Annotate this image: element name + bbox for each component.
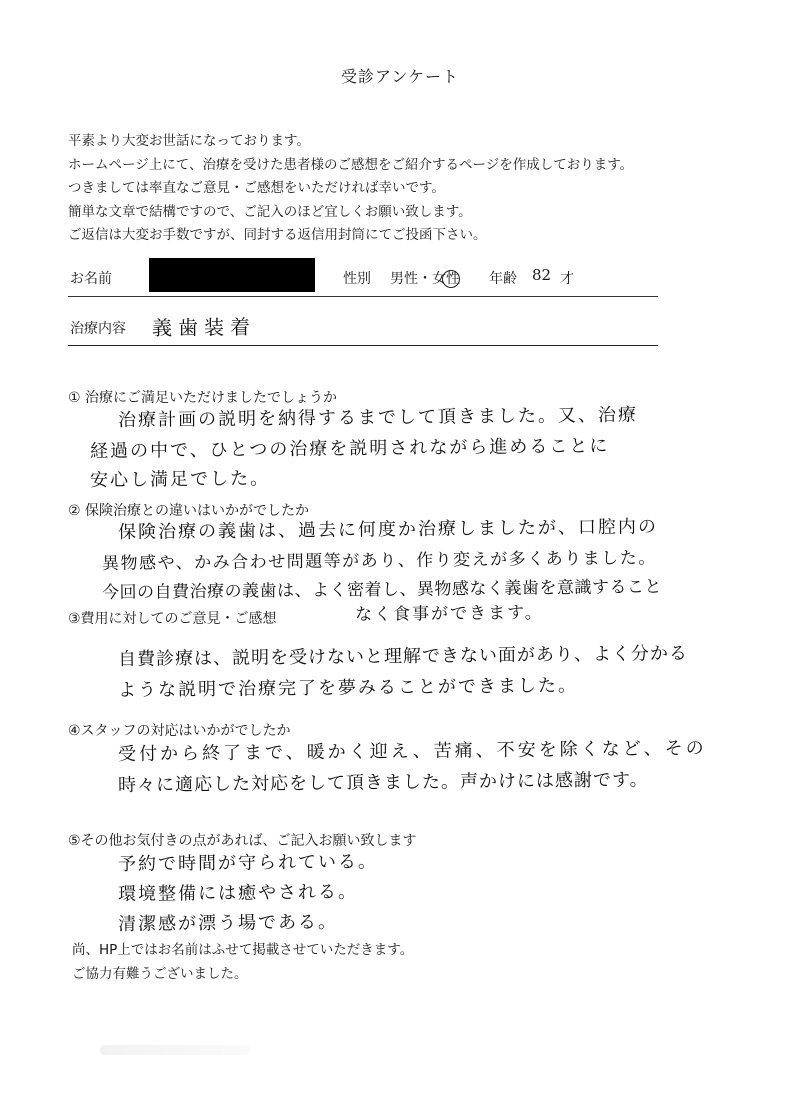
gender-options-text: 男性・女性 (390, 271, 460, 287)
faint-bleed-through (100, 1045, 250, 1055)
answer-5-line: 環境整備には癒やされる。 (117, 881, 359, 905)
answer-1-line: 経過の中で、ひとつの治療を説明されながら進めることに (89, 435, 610, 462)
answer-2-line: なく食事ができます。 (354, 603, 544, 625)
intro-line: 簡単な文章で結構ですので、ご記入のほど宜しくお願い致します。 (68, 203, 472, 220)
answer-5-line: 予約で時間が守られている。 (117, 851, 379, 875)
treatment-value: 義歯装着 (151, 314, 257, 340)
gender-label: 性別 (343, 271, 371, 287)
name-label: お名前 (70, 271, 112, 287)
intro-line: つきましては率直なご意見・ご感想をいただければ幸いです。 (68, 180, 445, 196)
question-2: ② 保険治療との違いはいかがでしたか (68, 503, 309, 519)
answer-4-line: 受付から終了まで、暖かく迎え、苦痛、不安を除くなど、その (117, 737, 707, 765)
redacted-name (149, 258, 315, 292)
question-4: ④スタッフの対応はいかがでしたか (68, 723, 291, 739)
treatment-label: 治療内容 (70, 321, 126, 337)
answer-3-line: ような説明で治療完了を夢みることができました。 (117, 675, 579, 701)
treatment-row-divider (68, 345, 658, 346)
intro-line: ホームページ上にて、治療を受けた患者様のご感想をご紹介するページを作成しております。 (68, 156, 634, 173)
footer-note: 尚、HP上ではお名前はふせて掲載させていただきます。 (72, 942, 414, 958)
answer-5-line: 清潔感が漂う場である。 (117, 911, 339, 935)
intro-line: 平素より大変お世話になっております。 (68, 133, 310, 149)
page-title: 受診アンケート (340, 67, 460, 86)
age-label: 年齢 (489, 271, 517, 287)
answer-2-line: 異物感や、かみ合わせ問題等があり、作り変えが多くありました。 (101, 548, 657, 574)
gender-options (390, 268, 460, 288)
answer-4-line: 時々に適応した対応をして頂きました。声かけには感謝です。 (117, 769, 649, 796)
name-row-divider (68, 296, 658, 297)
answer-2-line: 今回の自費治療の義歯は、よく密着し、異物感なく義歯を意識すること (101, 577, 663, 603)
intro-line: ご返信は大変お手数ですが、同封する返信用封筒にてご投函下さい。 (68, 227, 487, 243)
answer-3-line: 自費診療は、説明を受けないと理解できない面があり、よく分かる (117, 643, 689, 670)
question-1: ① 治療にご満足いただけましたでしょうか (68, 390, 337, 406)
answer-1-line: 治療計画の説明を納得するまでして頂きました。又、治療 (117, 404, 639, 431)
answer-2-line: 保険治療の義歯は、過去に何度か治療しましたが、口腔内の (117, 516, 659, 543)
question-3: ③費用に対してのご意見・ご感想 (68, 611, 277, 627)
age-value: 82 (532, 266, 552, 284)
selected-circle-mark (442, 270, 460, 288)
intro-text (68, 130, 633, 248)
question-5: ⑤その他お気付きの点があれば、ご記入お願い致します (68, 833, 417, 849)
answer-1-line: 安心し満足でした。 (89, 468, 271, 491)
footer-thanks: ご協力有難うございました。 (72, 966, 248, 982)
age-unit: 才 (560, 271, 574, 287)
